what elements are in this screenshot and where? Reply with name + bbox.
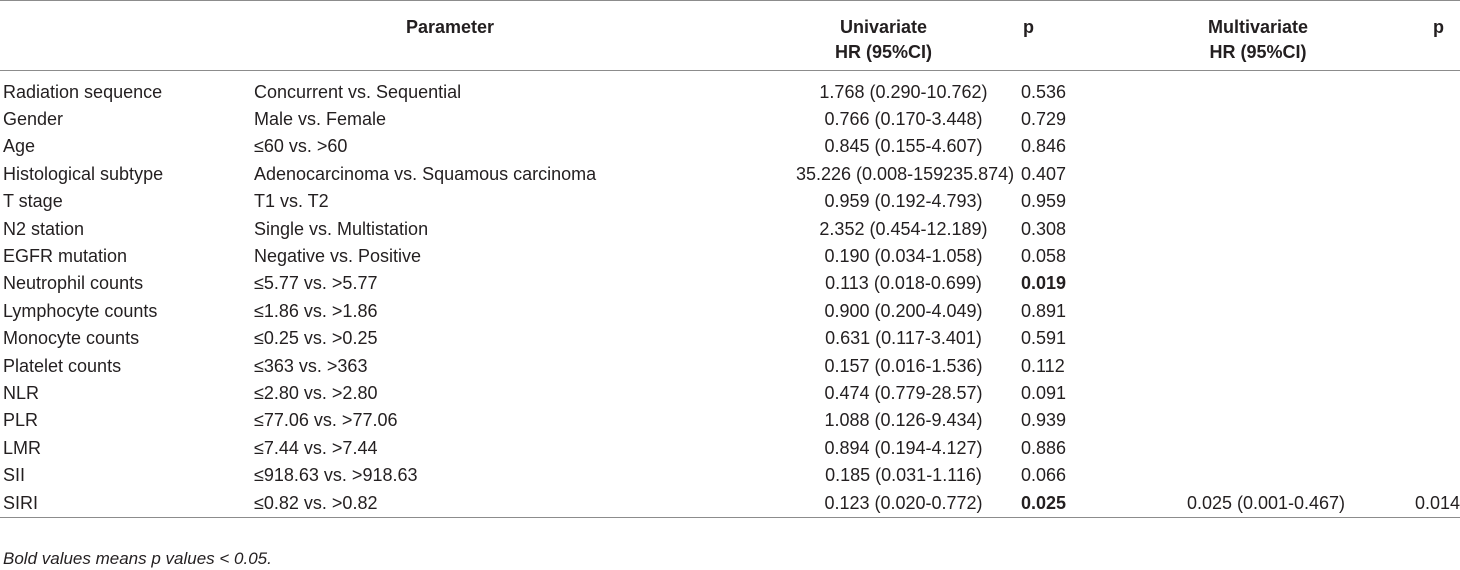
table-row <box>0 243 1460 270</box>
cell-parameter-name: Neutrophil counts <box>3 273 144 294</box>
cell-univariate-hr: 2.352 (0.454-12.189) <box>819 218 988 239</box>
cell-comparison: ≤77.06 vs. >77.06 <box>254 410 398 431</box>
cell-parameter-name: Gender <box>3 108 64 129</box>
table-row <box>0 298 1460 325</box>
cell-univariate-p: 0.939 <box>1021 410 1067 431</box>
header-univariate <box>696 1 1011 71</box>
header-multivariate <box>1136 1 1380 71</box>
cell-comparison: ≤0.82 vs. >0.82 <box>252 490 696 518</box>
cell-parameter-name: N2 station <box>3 218 85 239</box>
cell-univariate-p: 0.025 <box>1011 490 1136 518</box>
header-parameter-label: Parameter <box>405 17 495 37</box>
cell-univariate-hr: 0.959 (0.192-4.793) <box>824 191 983 212</box>
cell-multivariate-p <box>1380 407 1460 434</box>
table-row <box>0 106 1460 133</box>
cell-univariate-p: 0.058 <box>1021 245 1067 266</box>
header-multivariate-p-label: p <box>1433 17 1444 37</box>
cell-multivariate-p <box>1380 243 1460 270</box>
cell-univariate-hr: 0.900 (0.200-4.049) <box>824 300 983 321</box>
header-univariate-label: Univariate <box>839 17 928 37</box>
table-row <box>0 188 1460 215</box>
table-row <box>0 353 1460 380</box>
cell-parameter-name: EGFR mutation <box>3 245 128 266</box>
cell-comparison: Adenocarcinoma vs. Squamous carcinoma <box>254 163 597 184</box>
cell-comparison: ≤7.44 vs. >7.44 <box>254 437 378 458</box>
cell-parameter-name: LMR <box>3 437 42 458</box>
cell-multivariate-p <box>1380 161 1460 188</box>
table-row <box>0 435 1460 462</box>
header-multivariate-hr-label: HR (95%CI) <box>1209 42 1307 62</box>
table-row <box>0 325 1460 352</box>
cell-multivariate-hr <box>1136 133 1380 160</box>
cell-comparison: ≤1.86 vs. >1.86 <box>254 300 378 321</box>
cell-comparison: ≤363 vs. >363 <box>254 355 368 376</box>
cell-multivariate-p <box>1380 216 1460 243</box>
cell-multivariate-p <box>1380 133 1460 160</box>
cell-univariate-hr: 0.123 (0.020-0.772) <box>696 490 1011 518</box>
cell-multivariate-hr <box>1136 298 1380 325</box>
cell-parameter-name: Histological subtype <box>3 163 164 184</box>
cell-multivariate-hr <box>1136 435 1380 462</box>
cell-univariate-hr: 0.157 (0.016-1.536) <box>824 355 983 376</box>
header-row <box>0 1 1460 71</box>
header-univariate-hr-label: HR (95%CI) <box>834 42 932 62</box>
cell-parameter-name: Lymphocyte counts <box>3 300 158 321</box>
cell-multivariate-p <box>1380 380 1460 407</box>
cell-comparison: ≤5.77 vs. >5.77 <box>254 273 378 294</box>
cell-univariate-hr: 1.768 (0.290-10.762) <box>819 81 988 102</box>
cell-multivariate-hr <box>1136 243 1380 270</box>
table-spacer-cell <box>0 71 1460 79</box>
header-univariate-p <box>1011 1 1136 71</box>
table-row <box>0 270 1460 297</box>
table-row <box>0 216 1460 243</box>
cell-comparison: Concurrent vs. Sequential <box>254 81 462 102</box>
table-row <box>0 490 1460 518</box>
cell-multivariate-p <box>1380 435 1460 462</box>
cell-parameter-name: Age <box>3 136 36 157</box>
cell-multivariate-hr <box>1136 270 1380 297</box>
cell-multivariate-hr <box>1136 353 1380 380</box>
cell-multivariate-p <box>1380 462 1460 489</box>
cell-univariate-p: 0.891 <box>1021 300 1067 321</box>
cell-comparison: ≤2.80 vs. >2.80 <box>254 382 378 403</box>
cell-univariate-hr: 0.474 (0.779-28.57) <box>824 382 983 403</box>
cell-univariate-p: 0.729 <box>1021 108 1067 129</box>
cell-multivariate-p <box>1380 106 1460 133</box>
cell-univariate-hr: 0.185 (0.031-1.116) <box>825 465 982 486</box>
cell-comparison: ≤0.25 vs. >0.25 <box>254 328 378 349</box>
cell-multivariate-hr <box>1136 161 1380 188</box>
table-row <box>0 79 1460 106</box>
table-row <box>0 380 1460 407</box>
cell-univariate-hr: 0.113 (0.018-0.699) <box>825 273 982 294</box>
cell-multivariate-p <box>1380 298 1460 325</box>
cell-comparison: Single vs. Multistation <box>254 218 429 239</box>
cell-comparison: Male vs. Female <box>254 108 387 129</box>
cell-univariate-hr: 0.845 (0.155-4.607) <box>824 136 983 157</box>
cell-parameter-name: Monocyte counts <box>3 328 140 349</box>
cell-parameter-name: T stage <box>3 191 63 212</box>
header-multivariate-p <box>1380 1 1460 71</box>
cell-univariate-p: 0.019 <box>1021 273 1067 294</box>
cell-univariate-p: 0.066 <box>1021 465 1067 486</box>
cell-multivariate-p <box>1380 270 1460 297</box>
cell-comparison: Negative vs. Positive <box>254 245 422 266</box>
cell-univariate-hr: 0.190 (0.034-1.058) <box>824 245 983 266</box>
table-row <box>0 462 1460 489</box>
cell-univariate-p: 0.886 <box>1021 437 1067 458</box>
cell-multivariate-hr <box>1136 188 1380 215</box>
header-univariate-p-label: p <box>1023 17 1034 37</box>
cell-univariate-hr: 0.766 (0.170-3.448) <box>824 108 983 129</box>
cell-parameter-name: SIRI <box>0 490 252 518</box>
table-footnote: Bold values means p values < 0.05. <box>3 549 272 568</box>
cell-multivariate-hr: 0.025 (0.001-0.467) <box>1136 490 1380 518</box>
cell-parameter-name: Radiation sequence <box>3 81 163 102</box>
cell-univariate-hr: 0.894 (0.194-4.127) <box>824 437 983 458</box>
cell-univariate-p: 0.591 <box>1021 328 1067 349</box>
cell-univariate-p: 0.959 <box>1021 191 1067 212</box>
cell-univariate-p: 0.407 <box>1021 163 1067 184</box>
cell-multivariate-hr <box>1136 380 1380 407</box>
header-multivariate-label: Multivariate <box>1207 17 1309 37</box>
table-row <box>0 407 1460 434</box>
table-row <box>0 161 1460 188</box>
table-body <box>0 71 1460 518</box>
cell-univariate-hr: 35.226 (0.008-159235.874) <box>796 163 1015 184</box>
cell-parameter-name: SII <box>3 465 26 486</box>
cell-univariate-p: 0.536 <box>1021 81 1067 102</box>
cell-parameter-name: NLR <box>3 382 40 403</box>
header-parameter <box>0 1 696 71</box>
cell-univariate-p: 0.846 <box>1021 136 1067 157</box>
cell-multivariate-p <box>1380 353 1460 380</box>
cell-multivariate-hr <box>1136 325 1380 352</box>
cell-multivariate-hr <box>1136 462 1380 489</box>
cell-multivariate-hr <box>1136 79 1380 106</box>
cell-multivariate-p <box>1380 79 1460 106</box>
cell-comparison: ≤918.63 vs. >918.63 <box>254 465 418 486</box>
cell-multivariate-hr <box>1136 407 1380 434</box>
cell-univariate-p: 0.112 <box>1021 355 1065 376</box>
cell-comparison: T1 vs. T2 <box>254 191 329 212</box>
cell-univariate-p: 0.308 <box>1021 218 1067 239</box>
table-header <box>0 1 1460 71</box>
cell-parameter-name: Platelet counts <box>3 355 122 376</box>
cell-multivariate-hr <box>1136 216 1380 243</box>
table-spacer-row <box>0 71 1460 79</box>
cell-comparison: ≤60 vs. >60 <box>254 136 348 157</box>
cell-parameter-name: PLR <box>3 410 39 431</box>
cell-multivariate-p: 0.014 <box>1380 490 1460 518</box>
cell-univariate-hr: 0.631 (0.117-3.401) <box>825 328 982 349</box>
cell-multivariate-hr <box>1136 106 1380 133</box>
table-row <box>0 133 1460 160</box>
cell-univariate-p: 0.091 <box>1021 382 1067 403</box>
cell-multivariate-p <box>1380 188 1460 215</box>
cell-univariate-hr: 1.088 (0.126-9.434) <box>824 410 983 431</box>
cell-multivariate-p <box>1380 325 1460 352</box>
